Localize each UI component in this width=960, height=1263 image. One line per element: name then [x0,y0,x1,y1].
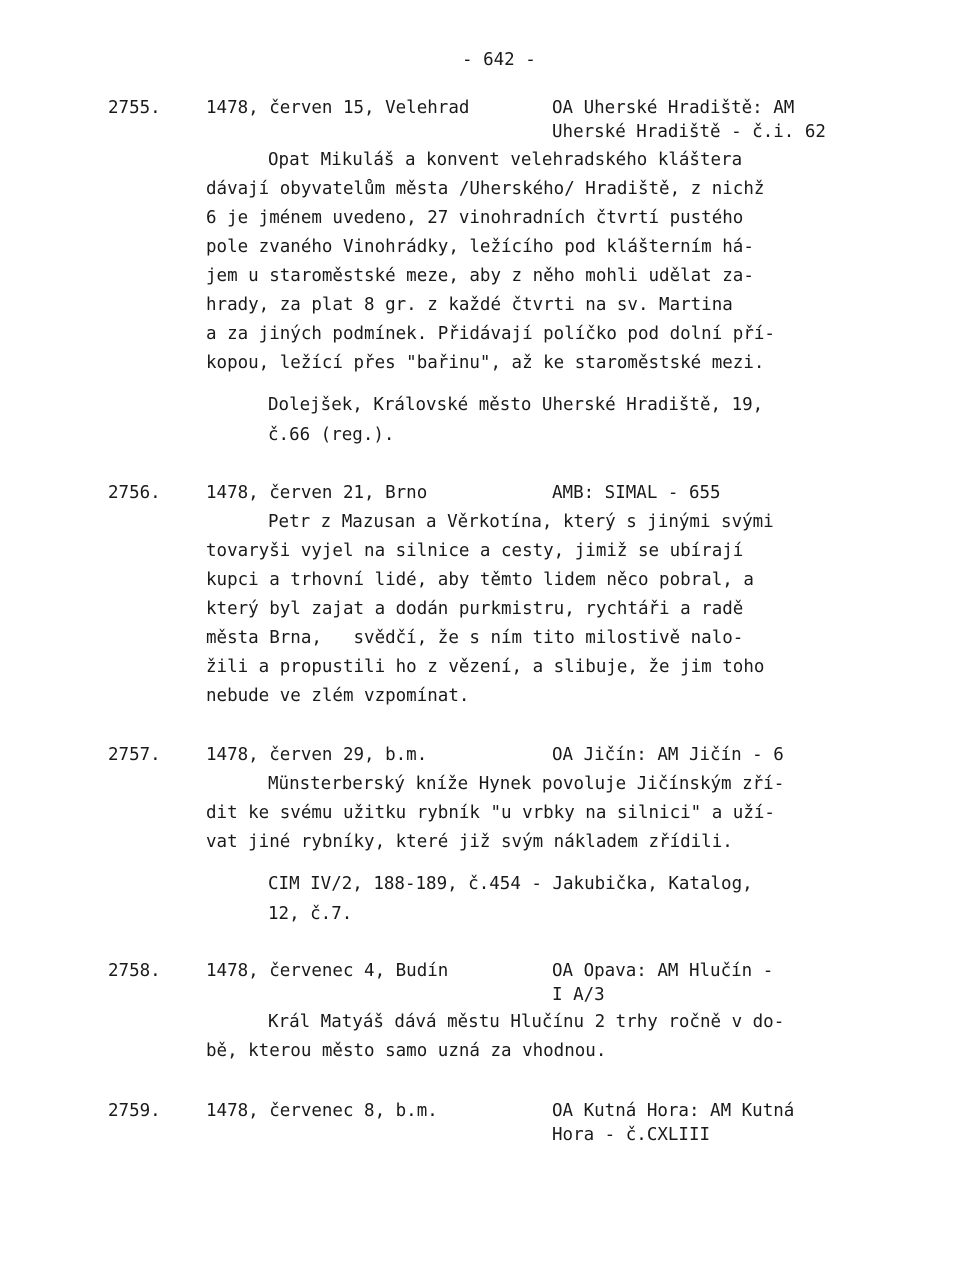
entry-date: 1478, červen 29, b.m. [206,745,428,765]
entry-number: 2755. [108,98,161,118]
entry-text-line: hrady, za plat 8 gr. z každé čtvrti na sv. Martina [206,295,733,315]
entry-archive: OA Uherské Hradiště: AM [552,98,795,118]
entry-text-line: kupci a trhovní lidé, aby těmto lidem něco pobral, a [206,570,754,590]
entry-text-line: a za jiných podmínek. Přidávají políčko pod dolní pří- [206,324,775,344]
entry-date: 1478, červen 21, Brno [206,483,428,503]
entry-number: 2757. [108,745,161,765]
entry-literature-line: 12, č.7. [268,904,353,924]
entry-text-line: 6 je jménem uvedeno, 27 vinohradních čtvrtí pustého [206,208,744,228]
entry-archive: Uherské Hradiště - č.i. 62 [552,122,826,142]
entry-archive: OA Kutná Hora: AM Kutná [552,1101,795,1121]
entry-number: 2759. [108,1101,161,1121]
page-number: - 642 - [462,50,536,70]
entry-text-line: vat jiné rybníky, které již svým nákladem zřídili. [206,832,733,852]
entry-archive: I A/3 [552,985,605,1005]
entry-date: 1478, červen 15, Velehrad [206,98,470,118]
entry-text-line: žili a propustili ho z vězení, a slibuje, že jim toho [206,657,765,677]
entry-literature-line: CIM IV/2, 188-189, č.454 - Jakubička, Katalog, [268,874,753,894]
entry-text-line: bě, kterou město samo uzná za vhodnou. [206,1041,607,1061]
entry-text-line: tovaryši vyjel na silnice a cesty, jimiž se ubírají [206,541,744,561]
entry-date: 1478, červenec 4, Budín [206,961,449,981]
entry-text-line: nebude ve zlém vzpomínat. [206,686,470,706]
entry-text-line: Opat Mikuláš a konvent velehradského kláštera [268,150,743,170]
entry-archive: AMB: SIMAL - 655 [552,483,721,503]
entry-archive: OA Jičín: AM Jičín - 6 [552,745,784,765]
entry-text-line: pole zvaného Vinohrádky, ležícího pod klášterním há- [206,237,754,257]
entry-text-line: jem u staroměstské meze, aby z něho mohli udělat za- [206,266,754,286]
entry-number: 2756. [108,483,161,503]
entry-number: 2758. [108,961,161,981]
entry-archive: OA Opava: AM Hlučín - [552,961,774,981]
entry-text-line: Král Matyáš dává městu Hlučínu 2 trhy ročně v do- [268,1012,785,1032]
entry-text-line: Münsterberský kníže Hynek povoluje Jičínským zří- [268,774,785,794]
entry-text-line: kopou, ležící přes "bařinu", až ke staroměstské mezi. [206,353,765,373]
entry-text-line: města Brna, svědčí, že s ním tito milostivě nalo- [206,628,744,648]
entry-text-line: který byl zajat a dodán purkmistru, rychtáři a radě [206,599,744,619]
entry-text-line: Petr z Mazusan a Věrkotína, který s jinými svými [268,512,774,532]
entry-archive: Hora - č.CXLIII [552,1125,711,1145]
entry-text-line: dit ke svému užitku rybník "u vrbky na silnici" a uží- [206,803,775,823]
entry-literature-line: Dolejšek, Královské město Uherské Hradiště, 19, [268,395,764,415]
entry-text-line: dávají obyvatelům města /Uherského/ Hradiště, z nichž [206,179,765,199]
entry-literature-line: č.66 (reg.). [268,425,395,445]
entry-date: 1478, červenec 8, b.m. [206,1101,438,1121]
